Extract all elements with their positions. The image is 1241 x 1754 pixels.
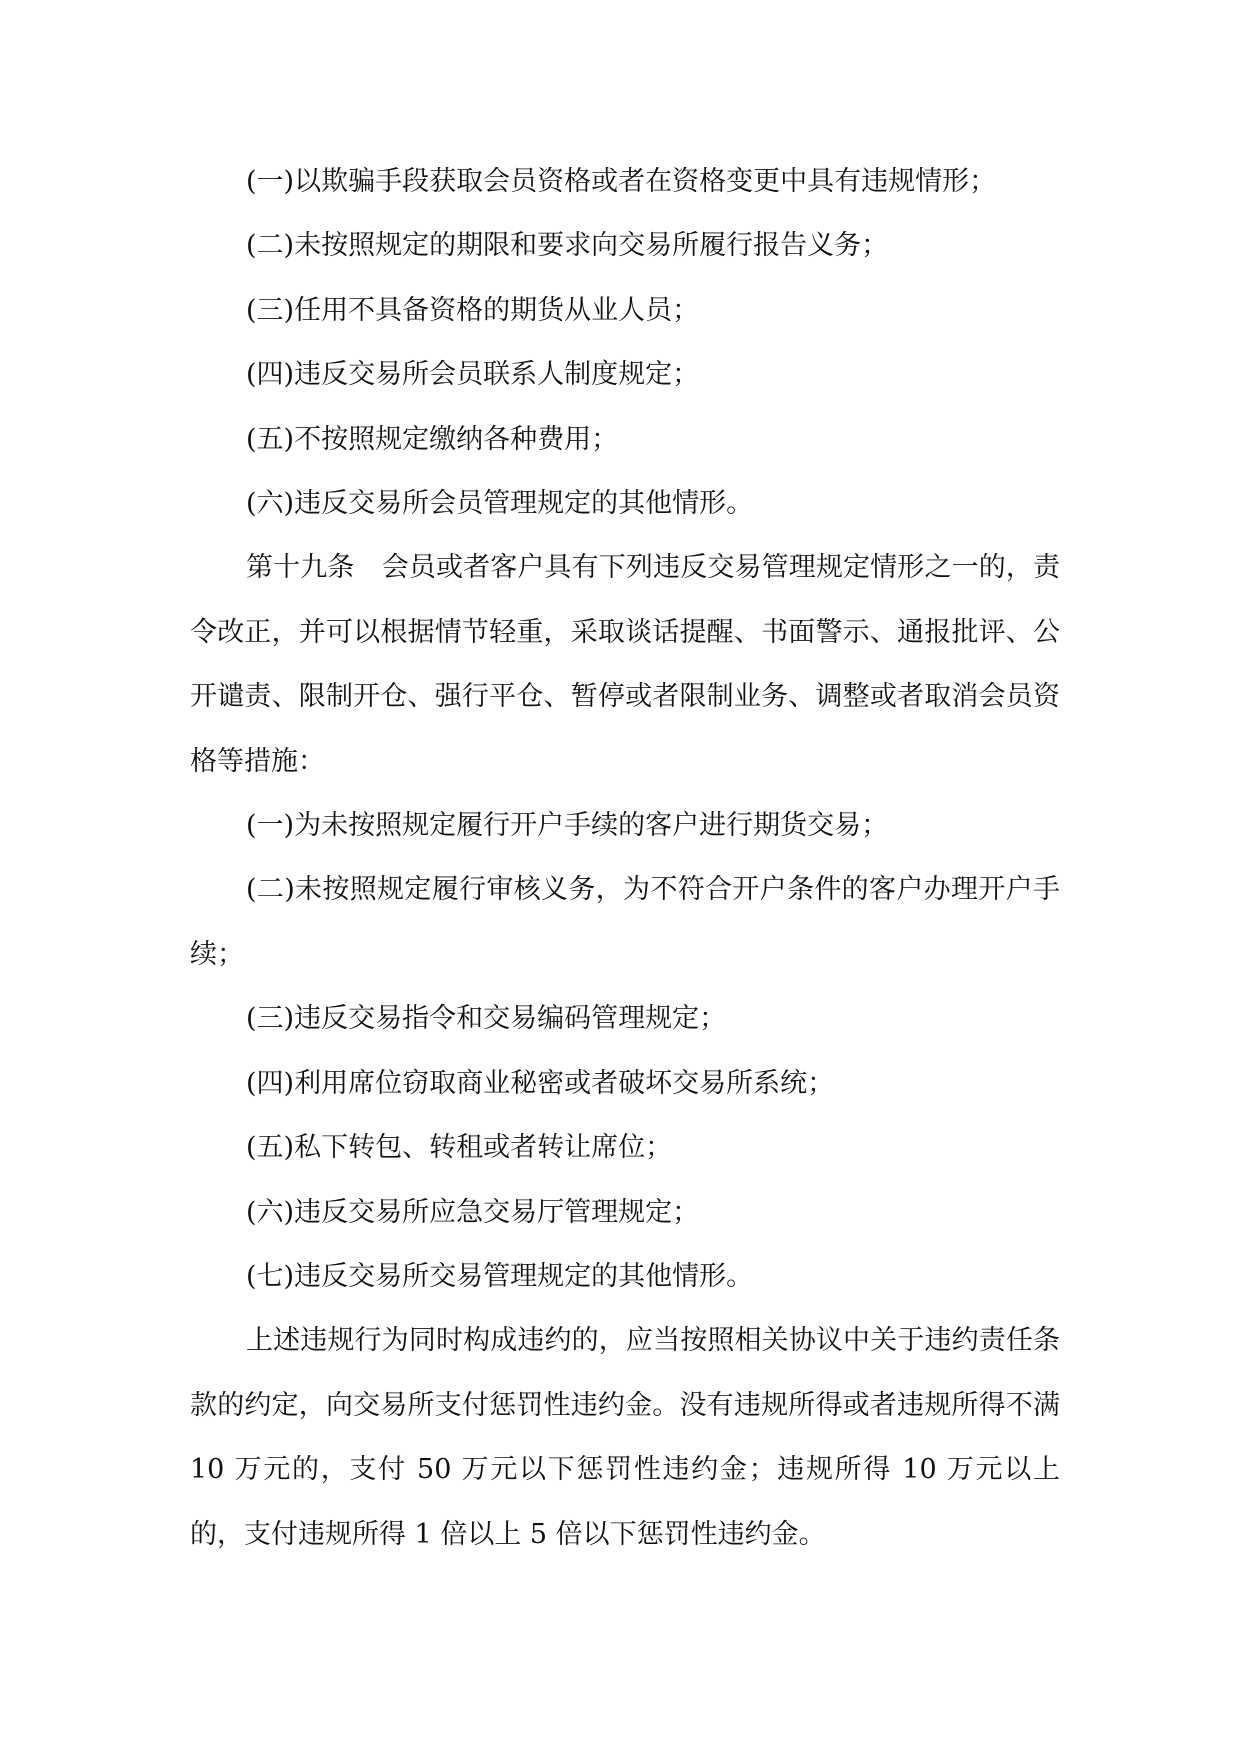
paragraph-1: (一)以欺骗手段获取会员资格或者在资格变更中具有违规情形； [246, 166, 997, 197]
paragraph-4: (四)违反交易所会员联系人制度规定； [246, 359, 700, 391]
paragraph-6: (六)违反交易所会员管理规定的其他情形。 [246, 488, 754, 520]
paragraph-3: (三)任用不具备资格的期货从业人员； [246, 294, 700, 326]
paragraph-11: (四)利用席位窃取商业秘密或者破坏交易所系统； [246, 1067, 835, 1099]
paragraph-13: (六)违反交易所应急交易厅管理规定； [246, 1196, 700, 1228]
paragraph-14: (七)违反交易所交易管理规定的其他情形。 [246, 1260, 754, 1292]
penalty-paragraph: 上述违规行为同时构成违约的，应当按照相关协议中关于违约责任条款的约定，向交易所支付惩罚性违约金。没有违规所得或者违规所得不满 10 万元的，支付 50 万元以下惩罚性违约金；违规所得 10 万元以上的，支付违规所得 1 倍以上 5 倍以下惩罚性违约金。 [190, 1325, 1060, 1550]
paragraph-10: (三)违反交易指令和交易编码管理规定； [246, 1003, 727, 1035]
paragraph-5: (五)不按照规定缴纳各种费用； [246, 423, 619, 455]
paragraph-12: (五)私下转包、转租或者转让席位； [246, 1132, 673, 1164]
paragraph-9: (二)未按照规定履行审核义务，为不符合开户条件的客户办理开户手续； [190, 874, 1060, 970]
paragraph-8: (一)为未按照规定履行开户手续的客户进行期货交易； [246, 810, 889, 842]
paragraph-2: (二)未按照规定的期限和要求向交易所履行报告义务； [246, 230, 889, 262]
document-body [190, 150, 1060, 1567]
article-19-paragraph: 第十九条 会员或者客户具有下列违反交易管理规定情形之一的，责令改正，并可以根据情节轻重，采取谈话提醒、书面警示、通报批评、公开谴责、限制开仓、强行平仓、暂停或者限制业务、调整或者取消会员资格等措施： [190, 552, 1060, 777]
